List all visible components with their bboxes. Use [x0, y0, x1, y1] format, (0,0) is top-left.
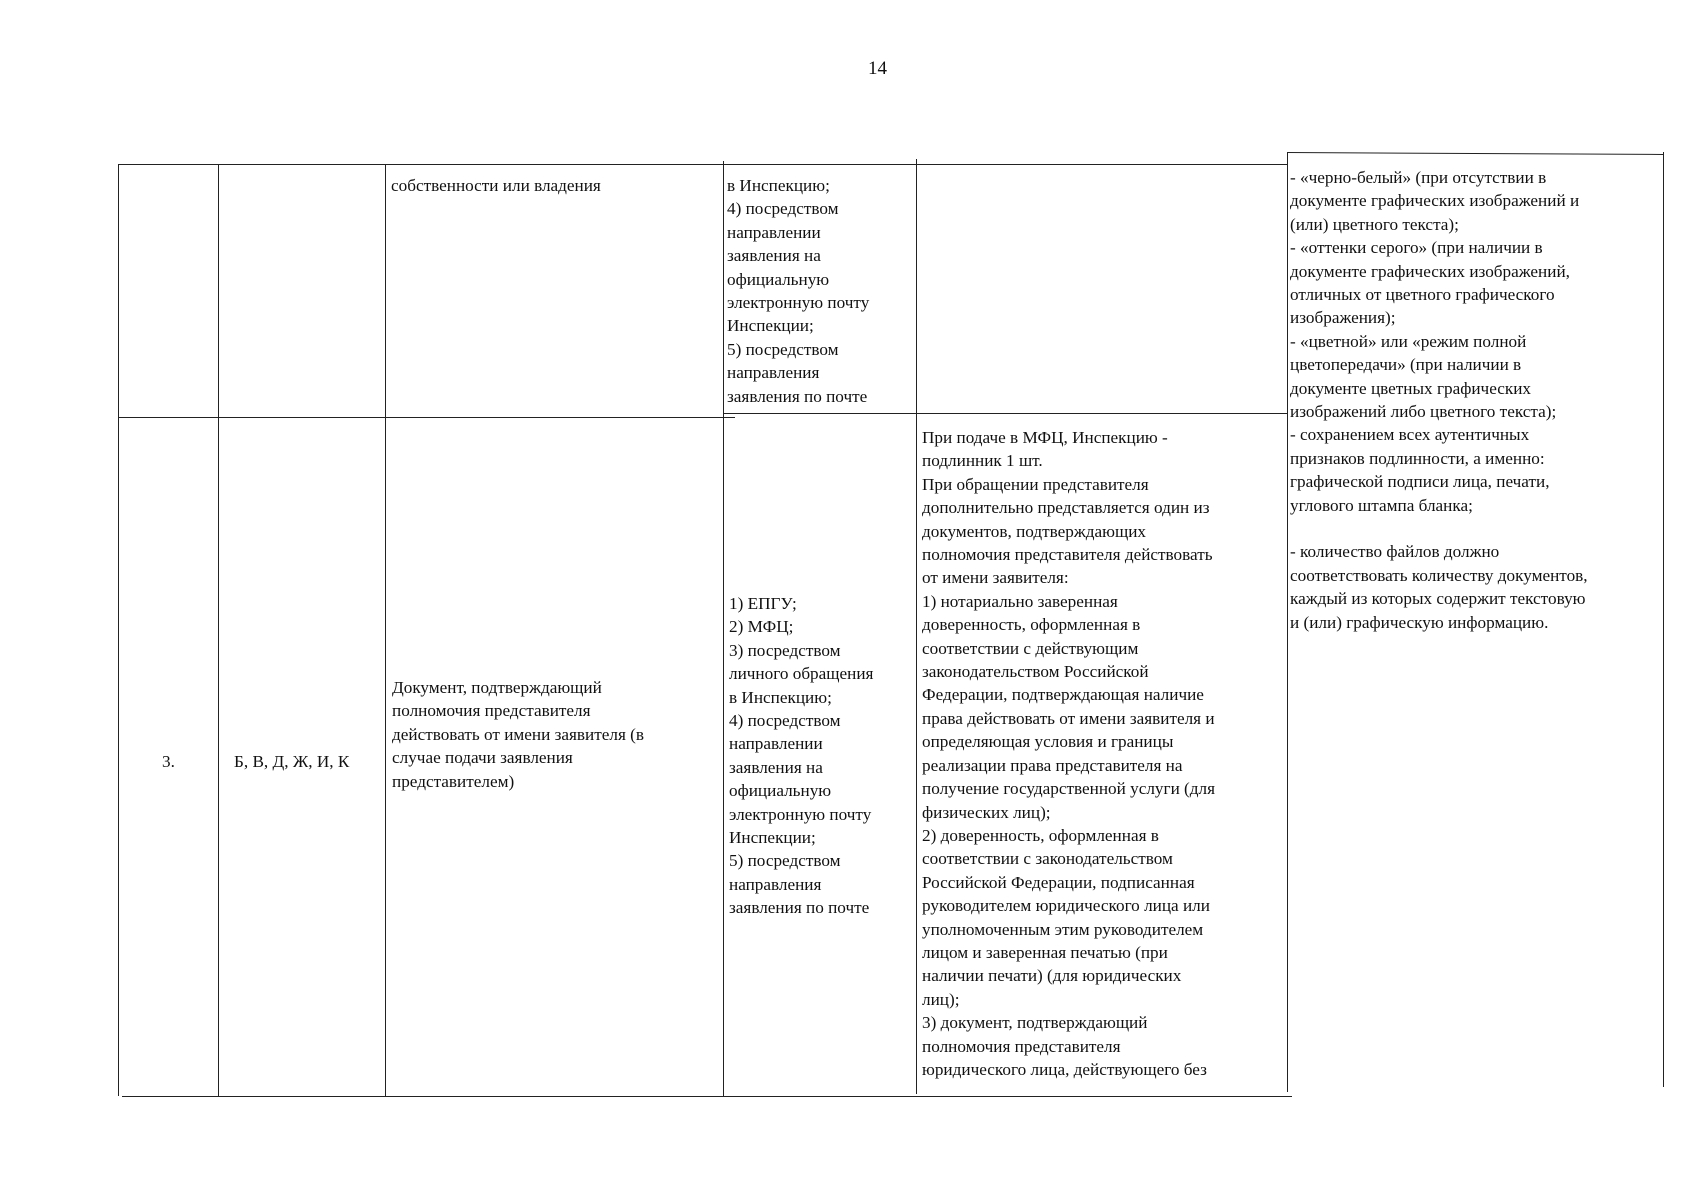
col-line-1 [218, 164, 219, 1096]
row-document-cell: Документ, подтверждающий полномочия представителя действовать от имени заявителя (в случае подачи заявления представителем) [392, 678, 644, 791]
col-line-2 [385, 164, 386, 1096]
row-letters: Б, В, Д, Ж, И, К [234, 752, 350, 771]
col-line-4 [916, 159, 917, 1094]
table-top-border-right [1287, 152, 1663, 155]
table-bottom-border [122, 1096, 1292, 1097]
col-line-0 [118, 164, 119, 1096]
row-separator-mid [723, 413, 1288, 414]
row-separator [118, 417, 735, 418]
file-count-requirement: - количество файлов должно соответствовать количеству документов, каждый из которых содержит текстовую и (или) графическую информацию. [1290, 542, 1588, 632]
row-number: 3. [162, 752, 175, 771]
table-top-border [118, 164, 1287, 165]
page-number: 14 [868, 58, 887, 79]
row-methods-cell: 1) ЕПГУ; 2) МФЦ; 3) посредством личного обращения в Инспекцию; 4) посредством направлении заявления на официальную электронную почту Инспекции; 5) посредством направления заявления по почте [729, 594, 874, 918]
row-requirements-cell: При подаче в МФЦ, Инспекцию - подлинник 1 шт. При обращении представителя дополнительно представляется один из документов, подтверждающих полномочия представителя действовать от имени заявителя: 1) нотариально заверенная доверенность, оформленная в соответствии с действующим законодательством Российской Федерации, подтверждающая наличие права действовать от имени заявителя и определяющая условия и границы реализации права представителя на получение государственной услуги (для физических лиц); 2) доверенность, оформленная в соответствии с законодательством Российской Федерации, подписанная руководителем юридического лица или уполномоченным этим руководителем лицом и заверенная печатью (при наличии печати) (для юридических лиц); 3) документ, подтверждающий полномочия представителя юридического лица, действующего без [922, 428, 1216, 1079]
col-line-3 [723, 161, 724, 1096]
col-line-5 [1287, 152, 1288, 1092]
col-line-6 [1663, 152, 1664, 1087]
format-requirements-cell [1290, 166, 1660, 634]
format-requirements-list: - «черно-белый» (при отсутствии в документе графических изображений и (или) цветного текста); - «оттенки серого» (при наличии в документе графических изображений, отличных от цветного графического изображения); - «цветной» или «режим полной цветопередачи» (при наличии в документе цветных графических изображений либо цветного текста); - сохранением всех аутентичных признаков подлинности, а именно: графической подписи лица, печати, углового штампа бланка; [1290, 168, 1580, 515]
prev-row-methods-cell: в Инспекцию; 4) посредством направлении заявления на официальную электронную почту Инспекции; 5) посредством направления заявления по почте [727, 176, 870, 406]
prev-row-document-cell: собственности или владения [391, 176, 601, 195]
